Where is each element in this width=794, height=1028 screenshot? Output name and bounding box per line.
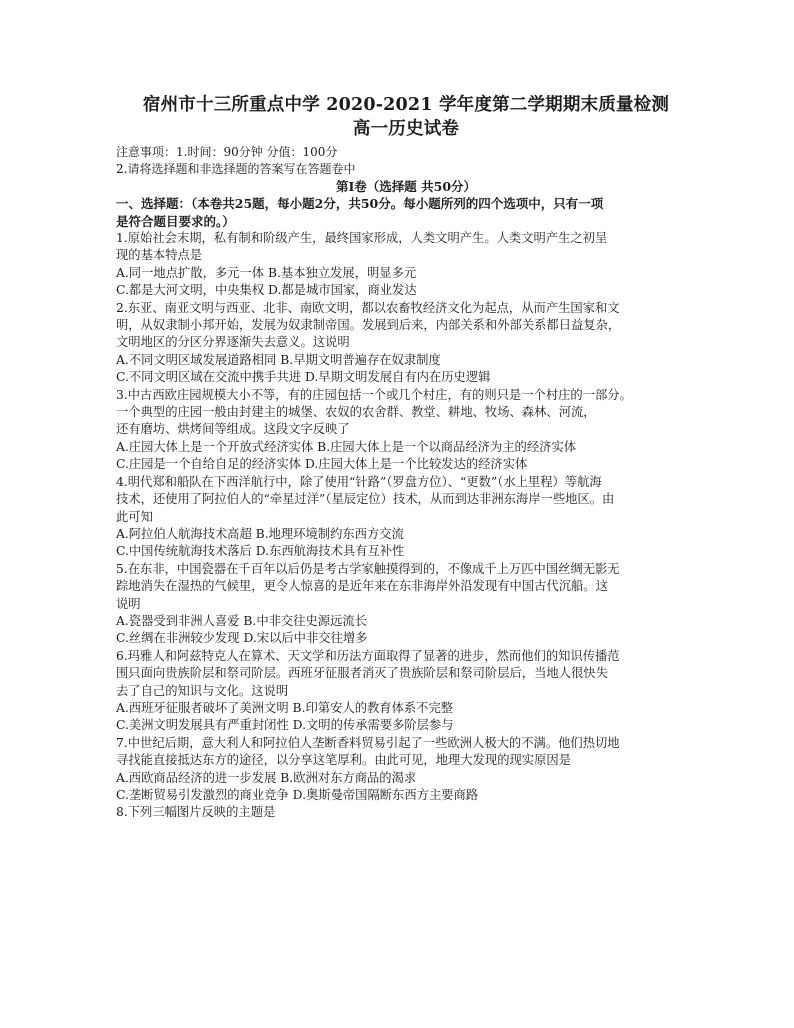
- note-line: 2.请将选择题和非选择题的答案写在答题卷中: [116, 162, 356, 176]
- question-stem-line: 4.明代郑和船队在下西洋航行中，除了使用“针路”（罗盘方位）、“更数”（水上里程）等航海: [116, 474, 602, 489]
- question-4: [116, 474, 696, 561]
- question-3: [116, 387, 696, 474]
- question-options-line: C.垄断贸易引发激烈的商业竞争 D.奥斯曼帝国隔断东西方主要商路: [116, 788, 479, 802]
- question-6: [116, 648, 696, 735]
- question-list: [116, 230, 696, 822]
- question-options-line: A.不同文明区域发展道路相同 B.早期文明普遍存在奴隶制度: [116, 352, 441, 367]
- section-intro: [116, 195, 696, 230]
- question-stem-line: 7.中世纪后期，意大利人和阿拉伯人垄断香料贸易引起了一些欧洲人极大的不满。他们热切地: [116, 735, 620, 750]
- question-stem-line: 1.原始社会末期，私有制和阶级产生，最终国家形成，人类文明产生。人类文明产生之初呈: [116, 231, 608, 245]
- question-options-line: C.中国传统航海技术落后 D.东西航海技术具有互补性: [116, 544, 405, 559]
- question-stem-line: 说明: [116, 596, 141, 611]
- question-stem-line: 5.在东非，中国瓷器在千百年以后仍是考古学家触摸得到的，不像成千上万匹中国丝绸无影无: [116, 561, 620, 576]
- question-options-line: C.都是大河文明，中央集权 D.都是城市国家，商业发达: [116, 283, 417, 298]
- question-options-line: C.不同文明区域在交流中携手共进 D.早期文明发展自有内在历史逻辑: [116, 370, 491, 385]
- question-stem-line: 3.中古西欧庄园规模大小不等，有的庄园包括一个或几个村庄，有的则只是一个村庄的一部分。: [116, 387, 632, 402]
- question-2: [116, 300, 696, 387]
- exam-title: 宿州市十三所重点中学 2020-2021 学年度第二学期期末质量检测: [142, 95, 670, 115]
- question-stem-line: 6.玛雅人和阿兹特克人在算术、天文学和历法方面取得了显著的进步，然而他们的知识传播范: [116, 648, 620, 663]
- question-stem-line: 明，从奴隶制小邦开始，发展为奴隶制帝国。发展到后来，内部关系和外部关系都日益复杂，: [116, 318, 621, 333]
- question-stem-line: 去了自己的知识与文化。这说明: [116, 683, 289, 698]
- question-stem-line: 围只面向贵族阶层和祭司阶层。西班牙征服者消灭了贵族阶层和祭司阶层后，当地人很快失: [116, 666, 608, 681]
- question-options-line: A.同一地点扩散，多元一体 B.基本独立发展，明显多元: [116, 265, 417, 280]
- question-8: [116, 804, 696, 821]
- intro-line: 一、选择题：（本卷共25题，每小题2分，共50分。每小题所列的四个选项中，只有一项: [116, 196, 604, 211]
- question-stem-line: 文明地区的分区分界逐渐失去意义。这说明: [116, 335, 350, 350]
- question-7: [116, 735, 696, 805]
- question-options-line: C.美洲文明发展具有严重封闭性 D.文明的传承需要多阶层参与: [116, 718, 454, 733]
- exam-subtitle: 高一历史试卷: [352, 119, 460, 139]
- question-1: [116, 230, 696, 300]
- section-heading: 第Ⅰ卷（选择题 共50分）: [335, 179, 477, 194]
- question-stem-line: 踪地消失在湿热的气候里，更令人惊喜的是近年来在东非海岸外沿发现有中国古代沉船。这: [116, 579, 608, 594]
- question-stem-line: 8.下列三幅图片反映的主题是: [116, 805, 276, 820]
- exam-page: [116, 93, 696, 822]
- question-options-line: C.丝绸在非洲较少发现 D.宋以后中非交往增多: [116, 631, 368, 646]
- question-stem-line: 现的基本特点是: [116, 248, 203, 263]
- question-stem-line: 寻找能直接抵达东方的途径，以分享这笔厚利。由此可见，地理大发现的现实原因是: [116, 753, 571, 768]
- question-options-line: A.瓷器受到非洲人喜爱 B.中非交往史源远流长: [116, 613, 367, 628]
- exam-notes: [116, 144, 696, 178]
- question-stem-line: 此可知: [116, 509, 153, 524]
- question-options-line: A.西欧商品经济的进一步发展 B.欧洲对东方商品的渴求: [116, 770, 417, 785]
- note-line: 注意事项：1.时间：90分钟 分值：100分: [116, 145, 338, 159]
- intro-line: 是符合题目要求的。）: [116, 213, 235, 229]
- question-stem-line: 还有磨坊、烘烤间等组成。这段文字反映了: [116, 422, 350, 437]
- question-stem-line: 一个典型的庄园一般由封建主的城堡、农奴的农舍群、教堂、耕地、牧场、森林、河流，: [116, 405, 596, 420]
- question-stem-line: 技术，还使用了阿拉伯人的“牵星过洋”（星辰定位）技术，从而到达非洲东海岸一些地区。由: [116, 492, 615, 507]
- question-5: [116, 561, 696, 648]
- question-options-line: C.庄园是一个自给自足的经济实体 D.庄园大体上是一个比较发达的经济实体: [116, 457, 528, 472]
- question-options-line: A.庄园大体上是一个开放式经济实体 B.庄园大体上是一个以商品经济为主的经济实体: [116, 439, 577, 454]
- question-options-line: A.阿拉伯人航海技术高超 B.地理环境制约东西方交流: [116, 526, 404, 541]
- question-options-line: A.西班牙征服者破坏了美洲文明 B.印第安人的教育体系不完整: [116, 700, 454, 715]
- question-stem-line: 2.东亚、南亚文明与西亚、北非、南欧文明，都以农畜牧经济文化为起点，从而产生国家和文: [116, 300, 620, 315]
